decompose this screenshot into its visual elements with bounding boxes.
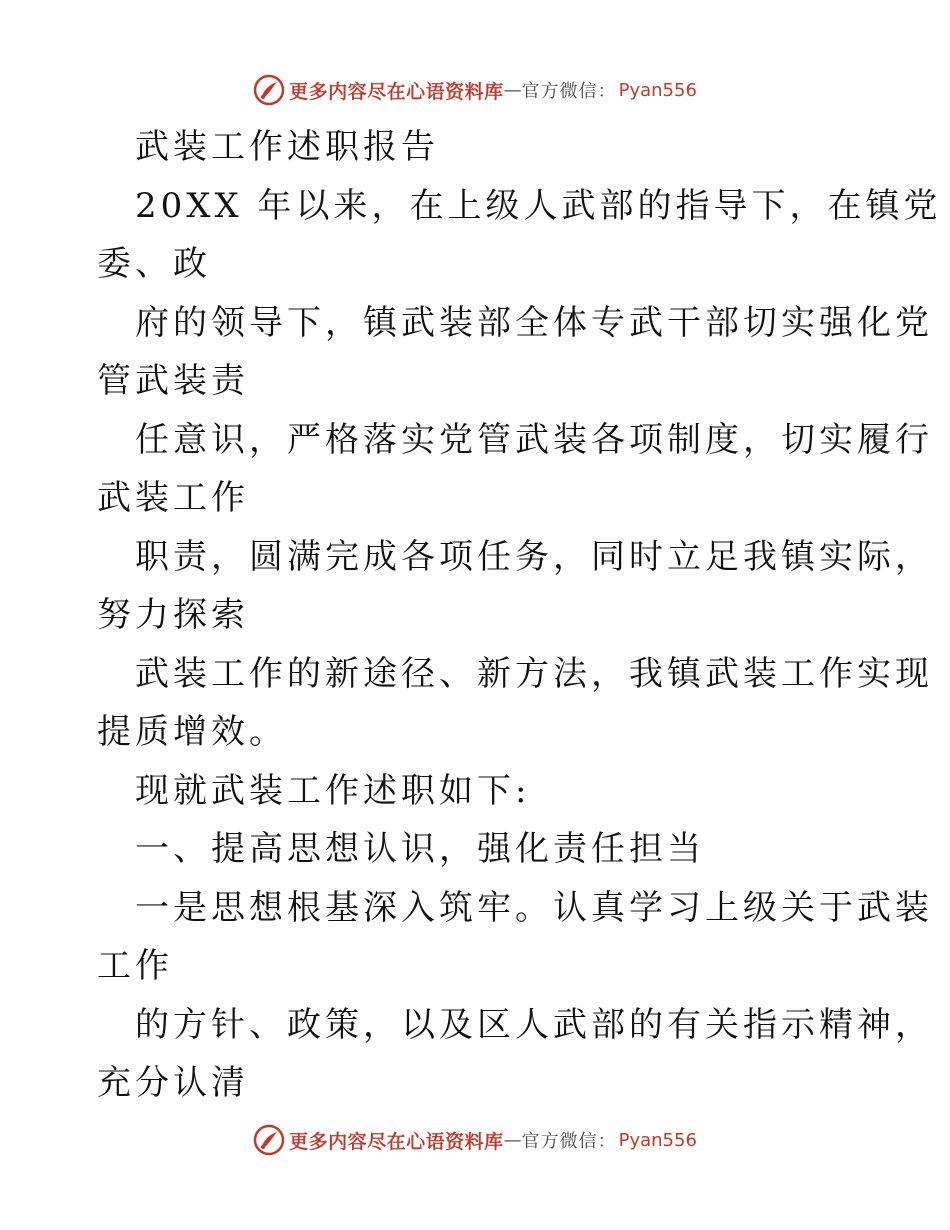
document-line: 20XX 年以来，在上级人武部的指导下，在镇党: [135, 185, 942, 226]
watermark-wechat-id: Pyan556: [618, 79, 697, 101]
document-line: 努力探索: [97, 595, 249, 635]
document-line: 工作: [97, 946, 173, 986]
watermark-brand-text: 更多内容尽在心语资料库: [289, 1130, 504, 1153]
footer-watermark: [0, 1120, 950, 1160]
document-line: 管武装责: [97, 361, 249, 401]
watermark-separator: —: [503, 79, 522, 101]
document-line: 提质增效。: [97, 712, 287, 752]
document-line: 现就武装工作述职如下:: [135, 770, 531, 811]
watermark-wechat-label: 官方微信：: [521, 81, 617, 102]
document-line: 一是思想根基深入筑牢。认真学习上级关于武装: [135, 887, 933, 928]
document-line: 委、政: [97, 244, 211, 284]
watermark-brand-text: 更多内容尽在心语资料库: [289, 80, 504, 103]
watermark-separator: —: [503, 1129, 522, 1151]
section-heading: 一、提高思想认识，强化责任担当: [135, 829, 705, 869]
document-line: 的方针、政策，以及区人武部的有关指示精神，: [135, 1004, 933, 1045]
document-title: 武装工作述职报告: [135, 127, 439, 167]
ink-brush-logo-icon: [253, 1124, 285, 1156]
document-line: 府的领导下，镇武装部全体专武干部切实强化党: [135, 302, 933, 343]
document-line: 武装工作的新途径、新方法，我镇武装工作实现: [135, 653, 933, 694]
header-watermark: [0, 70, 950, 110]
document-body: [97, 118, 942, 1113]
ink-brush-logo-icon: [253, 74, 285, 106]
document-line: 充分认清: [97, 1063, 249, 1103]
watermark-wechat-label: 官方微信：: [521, 1131, 617, 1152]
document-line: 武装工作: [97, 478, 249, 518]
document-line: 职责，圆满完成各项任务，同时立足我镇实际，: [135, 536, 933, 577]
document-line: 任意识，严格落实党管武装各项制度，切实履行: [135, 419, 933, 460]
watermark-wechat-id: Pyan556: [618, 1129, 697, 1151]
